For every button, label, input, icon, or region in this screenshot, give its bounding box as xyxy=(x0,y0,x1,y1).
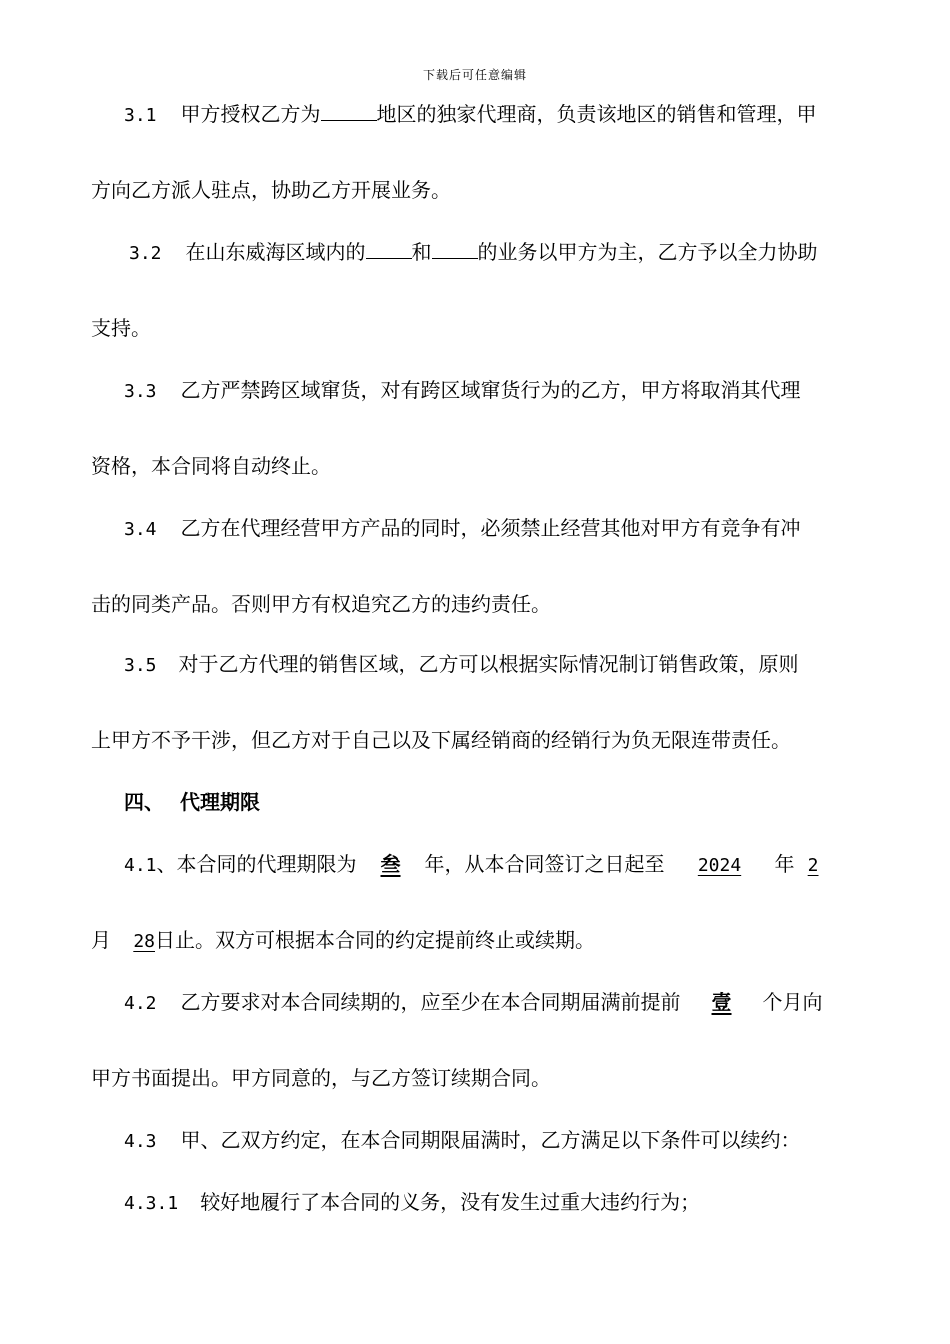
blank-business-field-2[interactable] xyxy=(432,238,478,259)
clause-number: 4.1 xyxy=(124,855,157,876)
clause-text: 年 xyxy=(774,852,795,876)
clause-number: 4.3 xyxy=(124,1131,157,1152)
section-4-heading xyxy=(124,788,892,816)
agency-years-field[interactable]: 叁 xyxy=(380,852,401,876)
clause-text: 乙方在代理经营甲方产品的同时，必须禁止经营其他对甲方有竞争有冲 xyxy=(180,516,801,540)
clause-4-2-line-2: 甲方书面提出。甲方同意的，与乙方签订续期合同。 xyxy=(91,1066,551,1090)
end-day-field[interactable]: 28 xyxy=(133,931,155,952)
blank-region-field[interactable] xyxy=(321,100,377,121)
clause-3-2-line-1 xyxy=(129,238,892,268)
clause-3-3-line-1 xyxy=(124,376,892,406)
clause-text: 地区的独家代理商，负责该地区的销售和管理，甲 xyxy=(376,102,817,126)
page-header: 下载后可任意编辑 xyxy=(422,68,527,82)
end-month-field[interactable]: 2 xyxy=(807,855,819,876)
clause-4-3-line-1 xyxy=(124,1126,892,1156)
clause-3-2-line-2: 支持。 xyxy=(91,316,151,340)
section-title: 代理期限 xyxy=(180,790,260,814)
clause-text: 甲方授权乙方为 xyxy=(180,102,321,126)
clause-number: 3.4 xyxy=(124,519,157,540)
clause-text: 个月向 xyxy=(762,990,823,1014)
clause-3-1-line-1 xyxy=(124,100,892,130)
clause-text: 日止。双方可根据本合同的约定提前终止或续期。 xyxy=(155,928,595,952)
clause-number: 3.1 xyxy=(124,105,157,126)
clause-4-3-1-line-1 xyxy=(124,1188,892,1218)
clause-text: 对于乙方代理的销售区域，乙方可以根据实际情况制订销售政策，原则 xyxy=(178,652,799,676)
clause-text: 、本合同的代理期限为 xyxy=(156,852,357,876)
clause-4-1-line-1 xyxy=(124,850,892,880)
notice-months-field[interactable]: 壹 xyxy=(711,990,732,1014)
clause-3-4-line-2: 击的同类产品。否则甲方有权追究乙方的违约责任。 xyxy=(91,592,551,616)
clause-3-5-line-2: 上甲方不予干涉，但乙方对于自己以及下属经销商的经销行为负无限连带责任。 xyxy=(91,728,791,752)
clause-text: 和 xyxy=(411,240,432,264)
clause-4-2-line-1 xyxy=(124,988,892,1018)
clause-text: 乙方要求对本合同续期的，应至少在本合同期届满前提前 xyxy=(180,990,681,1014)
clause-number: 4.2 xyxy=(124,993,157,1014)
clause-4-1-line-2 xyxy=(91,926,892,956)
clause-number: 3.2 xyxy=(129,243,162,264)
clause-number: 4.3.1 xyxy=(124,1193,179,1214)
clause-text: 月 xyxy=(91,928,111,952)
clause-number: 3.5 xyxy=(124,655,157,676)
clause-3-1-line-2: 方向乙方派人驻点，协助乙方开展业务。 xyxy=(91,178,451,202)
clause-text: 较好地履行了本合同的义务，没有发生过重大违约行为； xyxy=(200,1190,701,1214)
clause-text: 乙方严禁跨区域窜货，对有跨区域窜货行为的乙方，甲方将取消其代理 xyxy=(180,378,801,402)
end-year-field[interactable]: 2024 xyxy=(697,855,742,876)
clause-number: 3.3 xyxy=(124,381,157,402)
clause-text: 的业务以甲方为主，乙方予以全力协助 xyxy=(477,240,818,264)
clause-text: 在山东威海区域内的 xyxy=(185,240,366,264)
clause-3-4-line-1 xyxy=(124,514,892,544)
clause-3-3-line-2: 资格，本合同将自动终止。 xyxy=(91,454,331,478)
clause-text: 年，从本合同签订之日起至 xyxy=(424,852,665,876)
section-number: 四、 xyxy=(124,790,164,814)
clause-3-5-line-1 xyxy=(124,650,892,680)
clause-text: 甲、乙双方约定，在本合同期限届满时，乙方满足以下条件可以续约： xyxy=(180,1128,801,1152)
blank-business-field-1[interactable] xyxy=(366,238,412,259)
